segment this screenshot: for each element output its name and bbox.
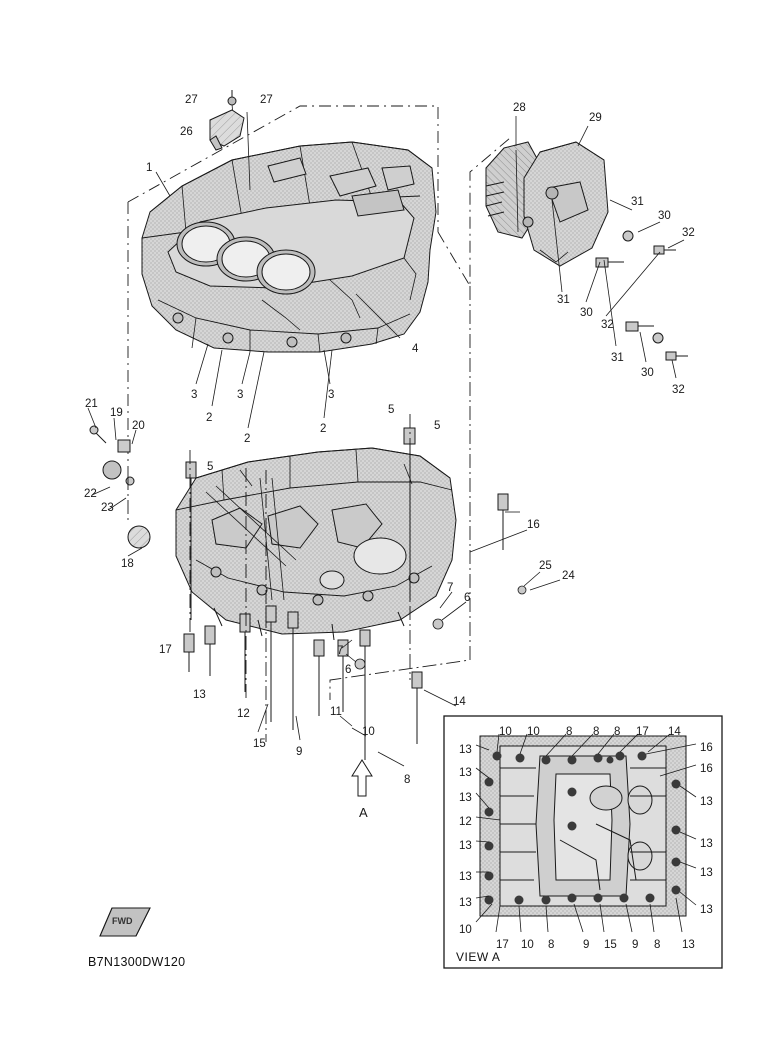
view-a-callout-bottom-15: 15: [604, 939, 617, 951]
view-a-callout-left-13: 13: [459, 767, 472, 779]
callout-15: 15: [253, 738, 266, 750]
view-a-callout-top-8: 8: [566, 726, 573, 738]
callout-20: 20: [132, 420, 145, 432]
callout-7: 7: [337, 645, 344, 657]
callout-23: 23: [101, 502, 114, 514]
callout-2: 2: [206, 412, 213, 424]
callout-25: 25: [539, 560, 552, 572]
view-a-callout-bottom-9: 9: [632, 939, 639, 951]
view-a-callout-right-13: 13: [700, 867, 713, 879]
callout-32: 32: [672, 384, 685, 396]
view-a-callout-bottom-8: 8: [654, 939, 661, 951]
callout-5: 5: [207, 461, 214, 473]
view-a-callout-bottom-8: 8: [548, 939, 555, 951]
callout-17: 17: [159, 644, 172, 656]
callout-6: 6: [345, 664, 352, 676]
lower-crankcase-body: [176, 448, 456, 640]
right-bracket-assembly: [486, 116, 688, 378]
view-a-callout-bottom-9: 9: [583, 939, 590, 951]
callout-10: 10: [362, 726, 375, 738]
callout-4: 4: [412, 343, 419, 355]
view-a-callout-right-13: 13: [700, 904, 713, 916]
section-arrow-label: A: [359, 805, 368, 820]
callout-29: 29: [589, 112, 602, 124]
fwd-label: FWD: [112, 916, 133, 926]
callout-30: 30: [658, 210, 671, 222]
callout-16: 16: [527, 519, 540, 531]
view-a-title: VIEW A: [456, 950, 501, 964]
view-a-callout-top-14: 14: [668, 726, 681, 738]
callout-2: 2: [244, 433, 251, 445]
callout-27: 27: [185, 94, 198, 106]
view-a-callout-right-16: 16: [700, 763, 713, 775]
callout-31: 31: [557, 294, 570, 306]
view-a-callout-left-13: 13: [459, 744, 472, 756]
view-a-callout-left-13: 13: [459, 897, 472, 909]
callout-3: 3: [237, 389, 244, 401]
callout-18: 18: [121, 558, 134, 570]
callout-6: 6: [464, 592, 471, 604]
callout-31: 31: [631, 196, 644, 208]
view-a-callout-left-13: 13: [459, 792, 472, 804]
part-number: B7N1300DW120: [88, 955, 186, 969]
view-a-callout-top-10: 10: [499, 726, 512, 738]
view-a-callout-right-16: 16: [700, 742, 713, 754]
callout-24: 24: [562, 570, 575, 582]
view-a-callout-right-13: 13: [700, 796, 713, 808]
view-a-callout-top-10: 10: [527, 726, 540, 738]
view-a-callout-bottom-17: 17: [496, 939, 509, 951]
callout-3: 3: [191, 389, 198, 401]
callout-13: 13: [193, 689, 206, 701]
view-a-callout-bottom-13: 13: [682, 939, 695, 951]
callout-5: 5: [388, 404, 395, 416]
view-a-panel: [444, 716, 722, 968]
view-a-callout-top-17: 17: [636, 726, 649, 738]
view-a-callout-left-12: 12: [459, 816, 472, 828]
oil-nozzle-bracket-26: [210, 90, 244, 150]
callout-19: 19: [110, 407, 123, 419]
callout-26: 26: [180, 126, 193, 138]
callout-1: 1: [146, 162, 153, 174]
callout-2: 2: [320, 423, 327, 435]
view-a-callout-left-10: 10: [459, 924, 472, 936]
callout-5: 5: [434, 420, 441, 432]
callout-30: 30: [641, 367, 654, 379]
view-a-callout-right-13: 13: [700, 838, 713, 850]
callout-7: 7: [447, 582, 454, 594]
callout-9: 9: [296, 746, 303, 758]
view-a-callout-bottom-10: 10: [521, 939, 534, 951]
callout-8: 8: [404, 774, 411, 786]
view-a-callout-top-8: 8: [593, 726, 600, 738]
callout-28: 28: [513, 102, 526, 114]
upper-crankcase-body: [142, 142, 436, 352]
section-arrow-a: [352, 760, 372, 796]
view-a-callout-left-13: 13: [459, 840, 472, 852]
callout-31: 31: [611, 352, 624, 364]
callout-32: 32: [682, 227, 695, 239]
callout-12: 12: [237, 708, 250, 720]
view-a-callout-top-8: 8: [614, 726, 621, 738]
view-a-callout-left-13: 13: [459, 871, 472, 883]
callout-21: 21: [85, 398, 98, 410]
callout-30: 30: [580, 307, 593, 319]
callout-22: 22: [84, 488, 97, 500]
callout-27: 27: [260, 94, 273, 106]
callout-3: 3: [328, 389, 335, 401]
callout-14: 14: [453, 696, 466, 708]
callout-11: 11: [330, 706, 342, 718]
callout-32: 32: [601, 319, 614, 331]
